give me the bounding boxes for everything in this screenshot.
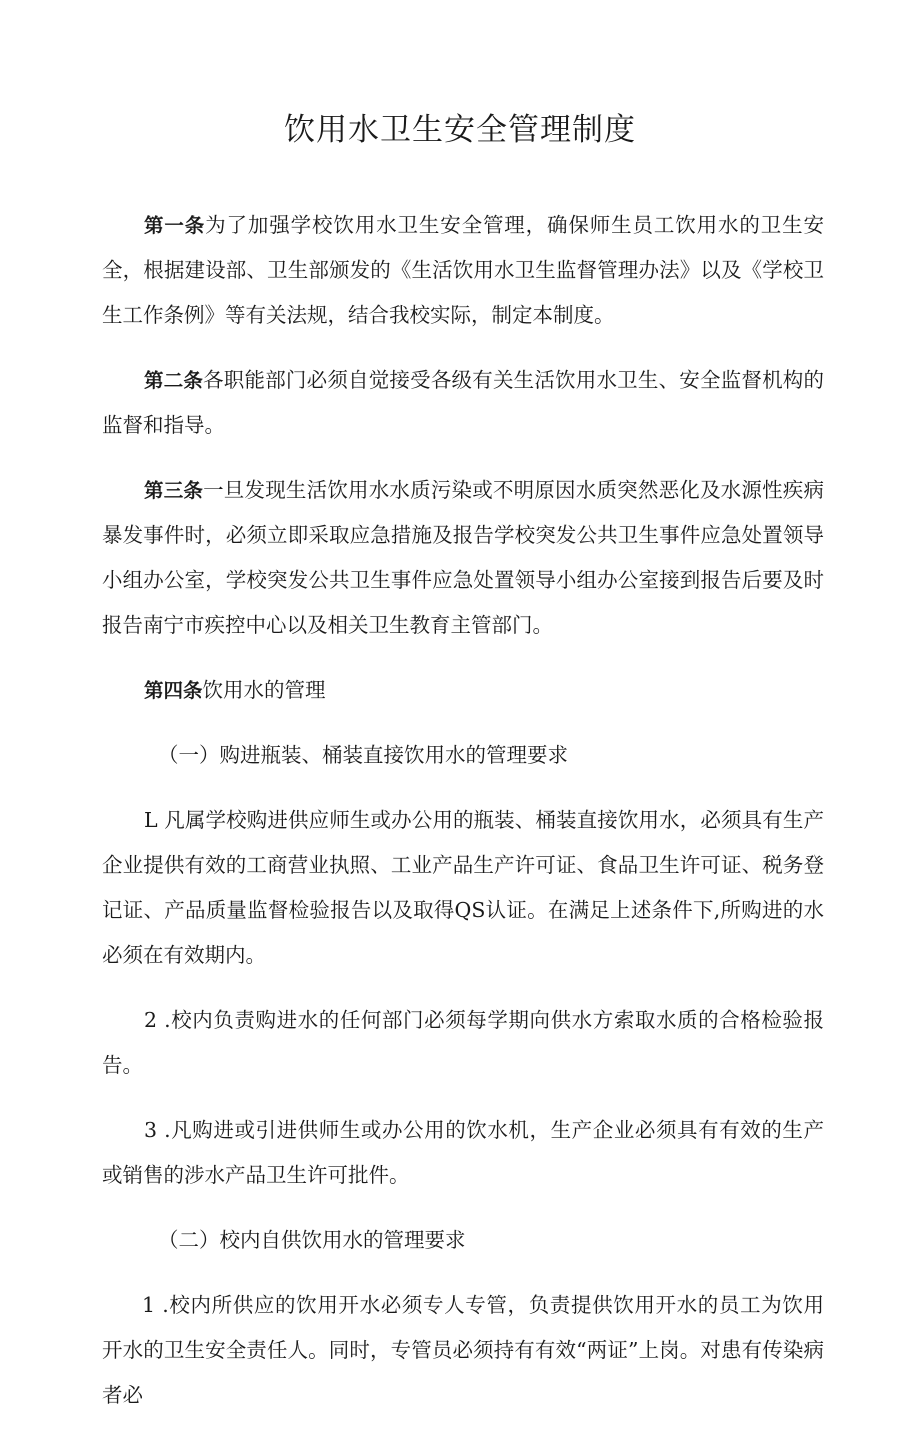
article-3 <box>102 468 824 648</box>
document-body <box>102 203 824 1438</box>
article-text: 各职能部门必须自觉接受各级有关生活饮用水卫生、安全监督机构的监督和指导。 <box>102 368 824 437</box>
list-item: 2 .校内负责购进水的任何部门必须每学期向供水方索取水质的合格检验报告。 <box>102 1008 824 1077</box>
section-heading-2: （二）校内自供饮用水的管理要求 <box>158 1228 466 1252</box>
section-heading-1: （一）购进瓶装、桶装直接饮用水的管理要求 <box>158 743 568 767</box>
article-label: 第三条 <box>144 479 204 502</box>
article-text: 饮用水的管理 <box>202 678 326 702</box>
document-title: 饮用水卫生安全管理制度 <box>284 112 636 148</box>
article-label: 第一条 <box>144 214 206 237</box>
article-text: 为了加强学校饮用水卫生安全管理，确保师生员工饮用水的卫生安全，根据建设部、卫生部颁发的《生活饮用水卫生监督管理办法》以及《学校卫生工作条例》等有关法规，结合我校实际，制定本制度。 <box>102 213 824 327</box>
article-2 <box>102 358 824 448</box>
list-item: L 凡属学校购进供应师生或办公用的瓶装、桶装直接饮用水，必须具有生产企业提供有效的工商营业执照、工业产品生产许可证、食品卫生许可证、税务登记证、产品质量监督检验报告以及取得QS认证。在满足上述条件下,所购进的水必须在有效期内。 <box>102 808 824 967</box>
article-4 <box>102 668 824 713</box>
list-item: 1 .校内所供应的饮用开水必须专人专管，负责提供饮用开水的员工为饮用开水的卫生安全责任人。同时，专管员必须持有有效“两证”上岗。对患有传染病者必 <box>102 1293 824 1407</box>
list-item: 3 .凡购进或引进供师生或办公用的饮水机，生产企业必须具有有效的生产或销售的涉水产品卫生许可批件。 <box>102 1118 824 1187</box>
article-1 <box>102 203 824 338</box>
article-label: 第四条 <box>144 679 203 702</box>
article-text: 一旦发现生活饮用水水质污染或不明原因水质突然恶化及水源性疾病暴发事件时，必须立即采取应急措施及报告学校突发公共卫生事件应急处置领导小组办公室，学校突发公共卫生事件应急处置领导小组办公室接到报告后要及时报告南宁市疾控中心以及相关卫生教育主管部门。 <box>102 478 824 637</box>
article-label: 第二条 <box>144 369 204 392</box>
